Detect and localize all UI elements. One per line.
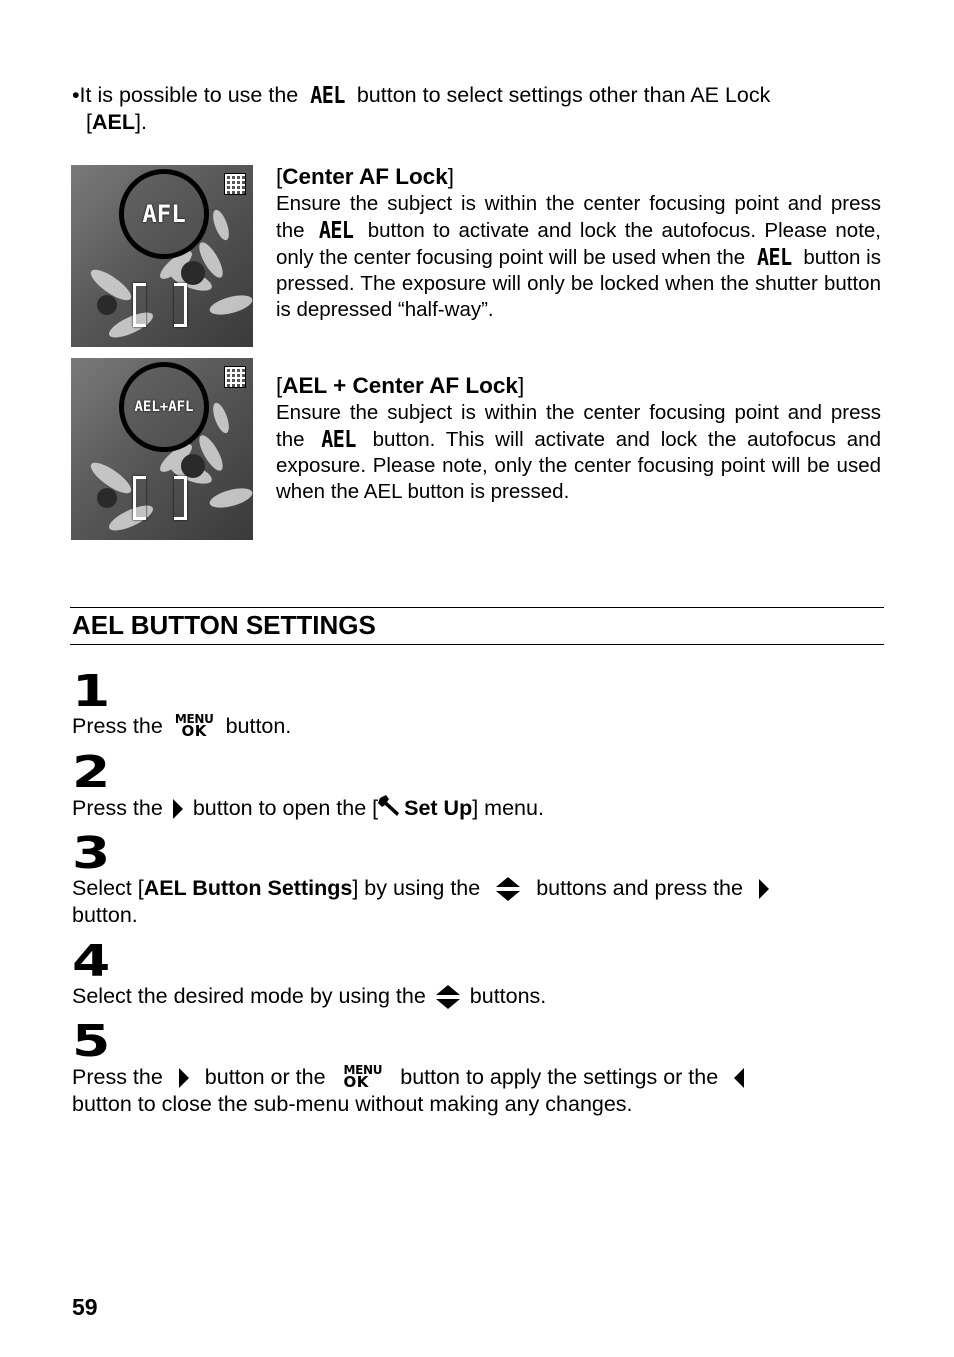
right-arrow-icon — [179, 1068, 189, 1088]
wrench-icon — [378, 795, 404, 817]
left-arrow-icon — [734, 1068, 744, 1088]
center-af-lock-description: Ensure the subject is within the center focusing point and press the AEL button to activate and lock the autofocus. Please note, only the center focusing point will be used when the AEL button is pressed. The exposure will only be locked when the shutter button is depressed “half-way”. — [276, 192, 881, 321]
center-af-lock-screen-image — [71, 165, 253, 347]
ael-icon: AEL — [756, 243, 792, 271]
ael-center-af-lock-screen-image — [71, 358, 253, 540]
intro-text-before: It is possible to use the — [79, 83, 299, 107]
intro-text-after: button to select settings other than AE Lock — [356, 83, 771, 107]
step-3-text: Select [AEL Button Settings] by using the buttons and press the button. — [72, 875, 882, 929]
right-arrow-icon — [759, 879, 769, 899]
up-down-arrow-icon — [436, 985, 460, 1009]
heading-rule-bottom — [70, 644, 884, 645]
step-5-text: Press the button or the MENU OK button to apply the settings or the button to close the sub-menu without making any changes. — [72, 1064, 882, 1118]
ael-icon: AEL — [321, 425, 356, 453]
ael-icon: AEL — [318, 216, 354, 244]
step-4-number: 4 — [72, 936, 111, 987]
step-1-number: 1 — [72, 666, 111, 717]
step-1-text: Press the MENU OK button. — [72, 712, 292, 740]
ael-icon: AEL — [310, 81, 345, 109]
focus-bracket-icon — [133, 476, 187, 518]
ael-afl-indicator-ring — [119, 362, 209, 452]
section-heading: AEL BUTTON SETTINGS — [72, 610, 376, 640]
menu-ok-icon: MENU OK — [174, 712, 214, 740]
intro-paragraph: •It is possible to use the AEL button to select settings other than AE Lock [AEL]. — [72, 81, 771, 134]
center-af-lock-title: [Center AF Lock] — [276, 164, 454, 189]
ael-afl-label: AEL+AFL — [134, 398, 194, 415]
step-5-number: 5 — [72, 1016, 111, 1067]
grid-icon — [224, 366, 246, 388]
step-2-text: Press the button to open the [ Set Up] menu. — [72, 796, 544, 820]
center-af-lock-section — [276, 163, 881, 323]
ael-center-af-lock-section — [276, 372, 881, 505]
ael-center-af-lock-description: Ensure the subject is within the center focusing point and press the AEL button. This will activate and lock the autofocus and exposure. Please note, only the center focusing point will be used when the AEL button is pressed. — [276, 401, 881, 503]
right-arrow-icon — [173, 799, 183, 819]
step-3-number: 3 — [72, 828, 111, 879]
menu-ok-icon: MENU OK — [343, 1063, 383, 1091]
af-indicator-ring — [119, 169, 209, 259]
afl-label: AFL — [142, 199, 186, 228]
focus-bracket-icon — [133, 283, 187, 325]
step-2-number: 2 — [72, 747, 111, 798]
page-number: 59 — [72, 1294, 98, 1320]
heading-rule-top — [70, 607, 884, 608]
up-down-arrow-icon — [496, 877, 520, 901]
grid-icon — [224, 173, 246, 195]
ael-center-af-lock-title: [AEL + Center AF Lock] — [276, 373, 525, 398]
step-4-text: Select the desired mode by using the buttons. — [72, 984, 547, 1008]
intro-bracket-label: AEL — [91, 110, 135, 134]
bullet: • — [72, 83, 80, 107]
